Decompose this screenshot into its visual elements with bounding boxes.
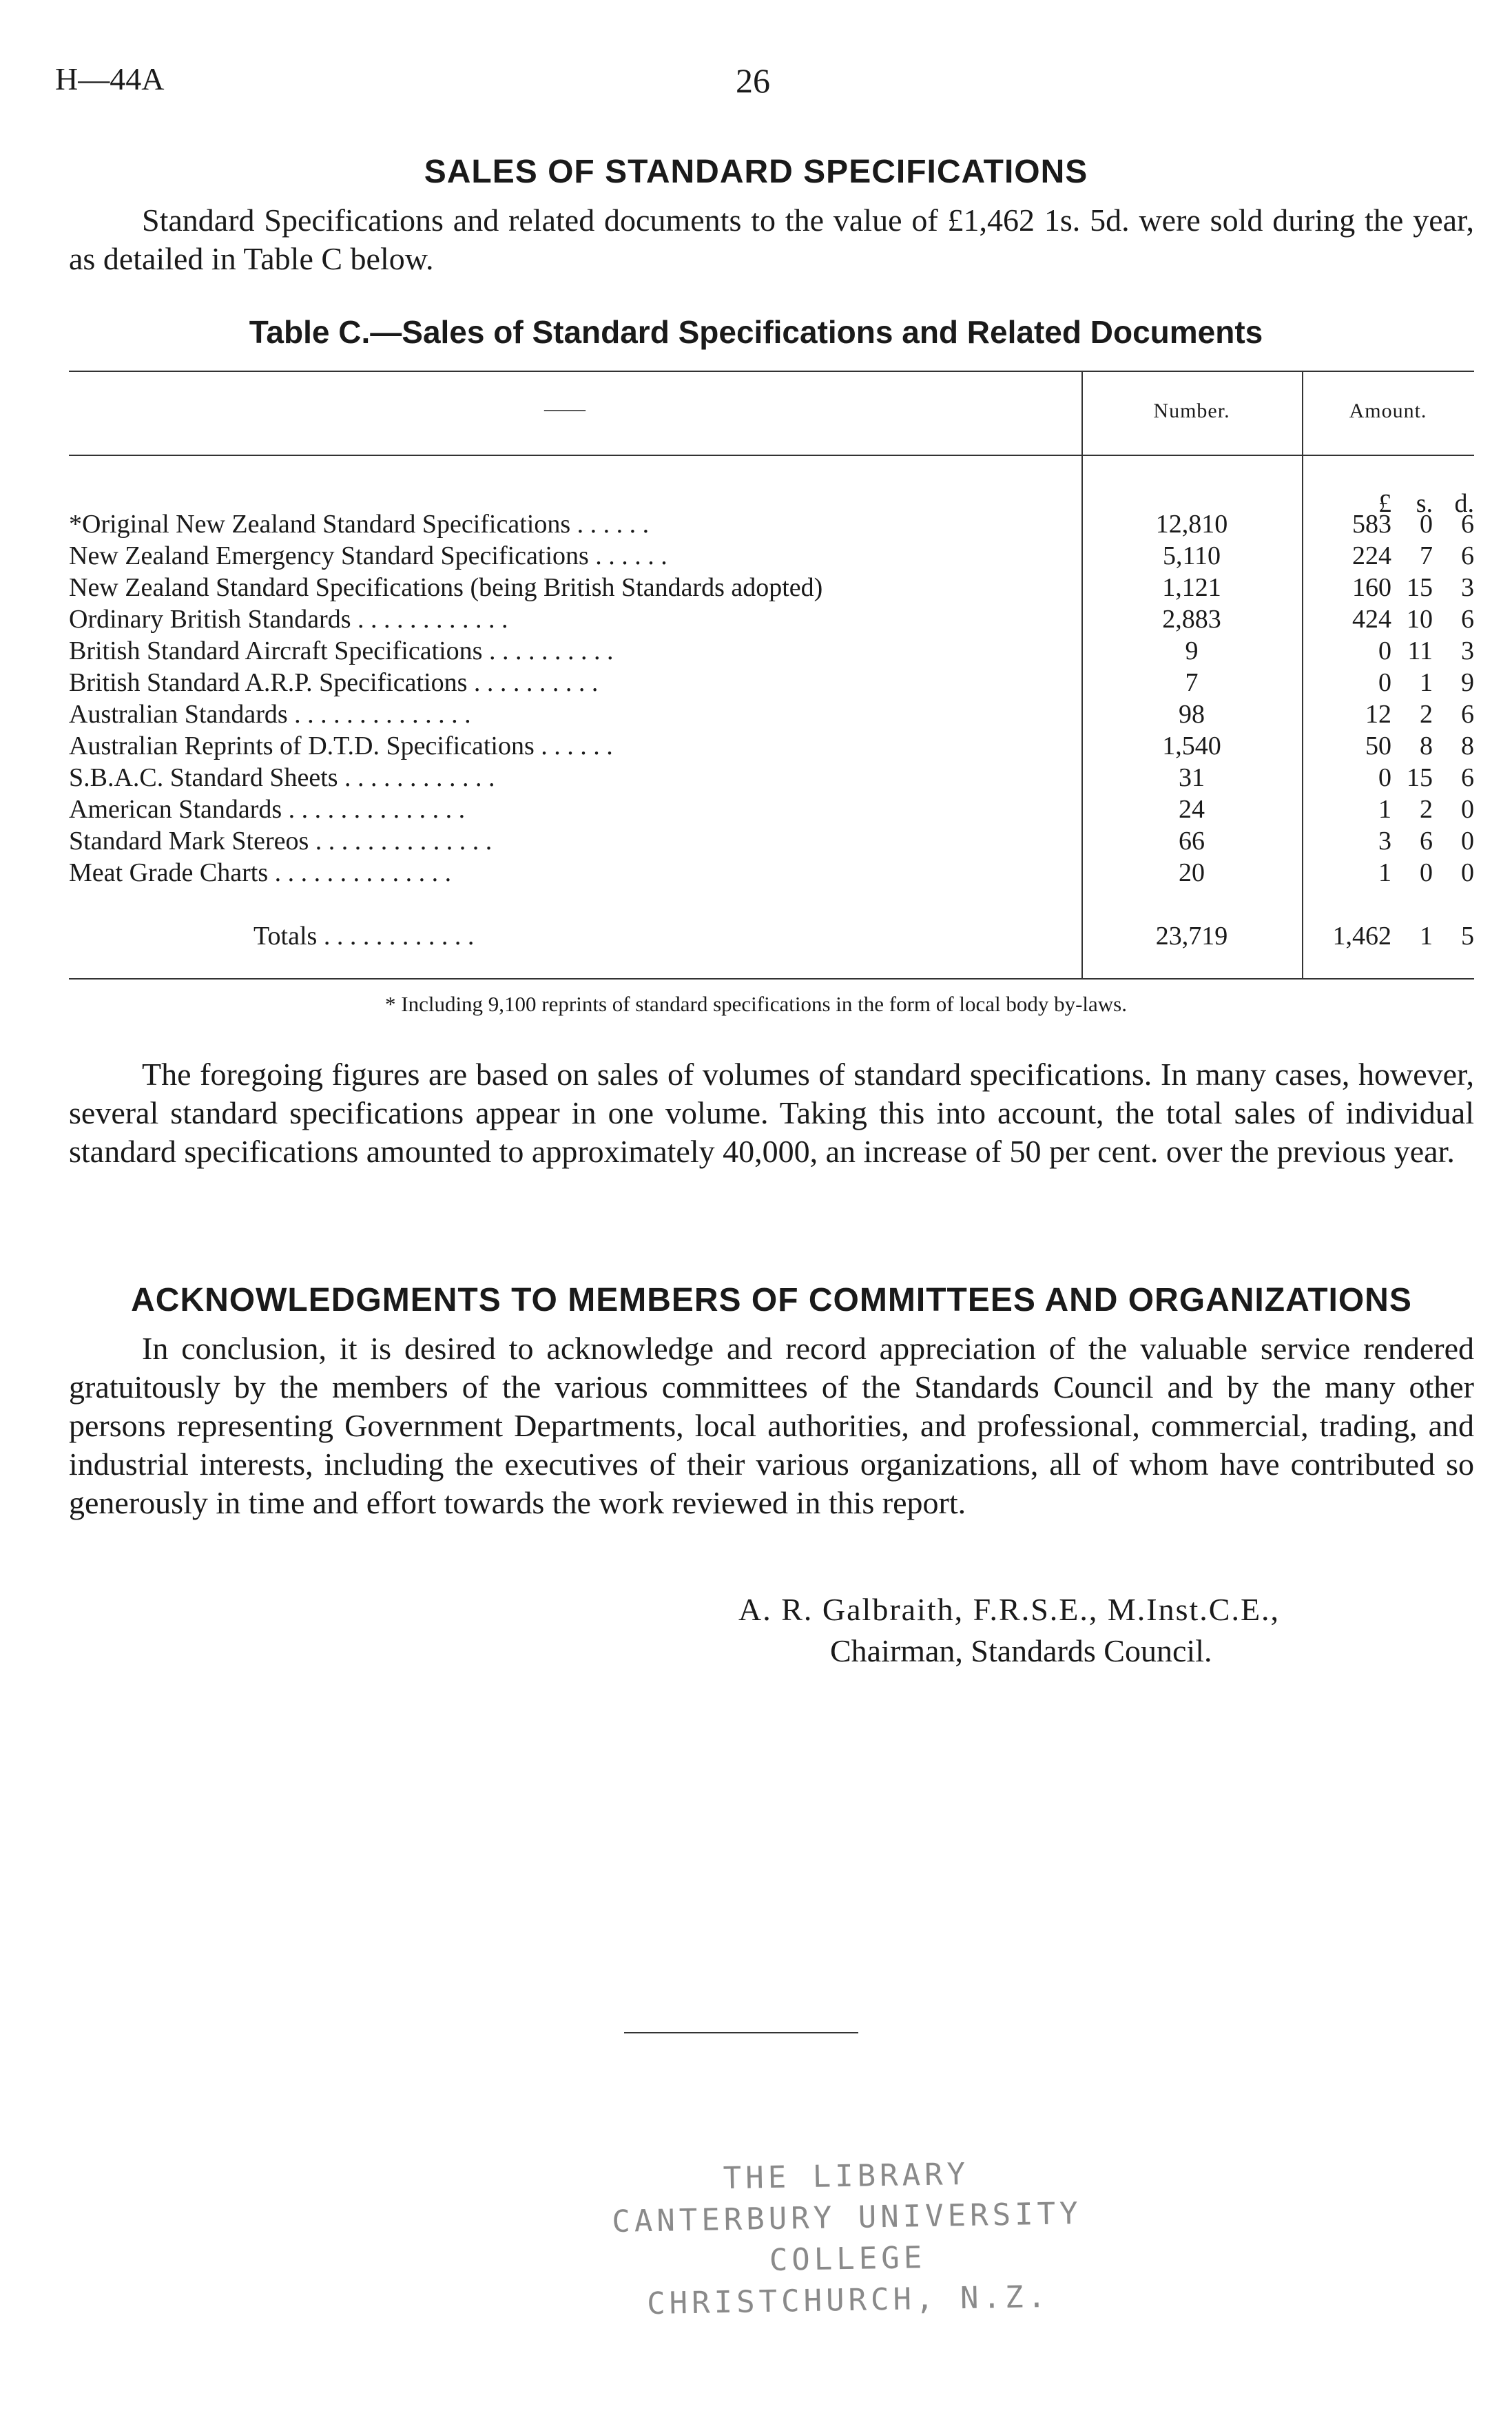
table-row xyxy=(69,508,1474,540)
row-label: Ordinary British Standards . . . . . . . . . . . . xyxy=(69,605,508,634)
table-row xyxy=(69,825,1474,857)
row-pence: 6 xyxy=(1461,700,1474,729)
totals-pence: 5 xyxy=(1461,922,1474,951)
row-shillings: 8 xyxy=(1420,732,1433,760)
row-pounds: 224 xyxy=(1352,541,1391,570)
col-header-number: Number. xyxy=(1153,400,1230,422)
row-number: 2,883 xyxy=(1162,605,1221,634)
signatory-title: Chairman, Standards Council. xyxy=(830,1633,1212,1668)
row-pounds: 0 xyxy=(1378,668,1391,697)
row-number: 9 xyxy=(1185,636,1199,665)
stamp-line-city: CHRISTCHURCH, N.Z. xyxy=(646,2279,1050,2322)
foregoing-paragraph: The foregoing figures are based on sales of volumes of standard specifications. In many cases, however, several standard specifications appear in one volume. Taking this into account, the total sales of individual standard specifications amounted to approximately 40,000, an increase of 50 per cent. over the previous year. xyxy=(69,1057,1474,1169)
row-shillings: 0 xyxy=(1420,858,1433,887)
row-shillings: 6 xyxy=(1420,827,1433,856)
sales-heading: SALES OF STANDARD SPECIFICATIONS xyxy=(424,154,1088,190)
col-header-amount: Amount. xyxy=(1349,400,1427,422)
acknowledgments-paragraph: In conclusion, it is desired to acknowledge and record appreciation of the valuable service rendered gratuitously by the members of the various committees of the Standards Council and by the many other persons representing Government Departments, local authorities, and professional, commercial, trading, and industrial interests, including the executives of their various organizations, all of whom have contributed so generously in time and effort towards the work reviewed in this report. xyxy=(69,1331,1474,1520)
table-top-rule xyxy=(69,371,1474,372)
row-shillings: 2 xyxy=(1420,795,1433,824)
table-row xyxy=(69,635,1474,667)
unit-pence: d. xyxy=(1454,489,1474,518)
row-number: 98 xyxy=(1179,700,1205,729)
table-row xyxy=(69,857,1474,889)
table-row xyxy=(69,572,1474,603)
row-number: 1,121 xyxy=(1162,573,1221,602)
row-pounds: 12 xyxy=(1365,700,1391,729)
table-row xyxy=(69,698,1474,730)
signatory-name: A. R. Galbraith, F.R.S.E., M.Inst.C.E., xyxy=(738,1592,1281,1627)
row-shillings: 11 xyxy=(1407,636,1433,665)
row-pounds: 3 xyxy=(1378,827,1391,856)
row-label: S.B.A.C. Standard Sheets . . . . . . . . . . . . xyxy=(69,763,495,792)
row-shillings: 15 xyxy=(1407,573,1433,602)
table-header-rule xyxy=(69,455,1474,456)
row-number: 5,110 xyxy=(1162,541,1221,570)
row-pounds: 160 xyxy=(1352,573,1391,602)
row-label: New Zealand Emergency Standard Specifications . . . . . . xyxy=(69,541,667,570)
row-shillings: 2 xyxy=(1420,700,1433,729)
row-label: British Standard A.R.P. Specifications . . . . . . . . . . xyxy=(69,668,599,697)
row-number: 20 xyxy=(1179,858,1205,887)
library-stamp xyxy=(563,2151,1131,2326)
totals-shillings: 1 xyxy=(1420,922,1433,951)
sales-intro-paragraph: Standard Specifications and related documents to the value of £1,462 1s. 5d. were sold during the year, as detailed in Table C below. xyxy=(69,203,1474,276)
row-number: 24 xyxy=(1179,795,1205,824)
row-shillings: 0 xyxy=(1420,510,1433,539)
col-header-blank: —— xyxy=(544,397,586,420)
row-pounds: 424 xyxy=(1352,605,1391,634)
row-label: New Zealand Standard Specifications (being British Standards adopted) xyxy=(69,573,823,602)
document-code: H—44A xyxy=(55,61,165,96)
row-pence: 3 xyxy=(1461,573,1474,602)
stamp-line-college: CANTERBURY UNIVERSITY COLLEGE xyxy=(611,2196,1083,2278)
row-pounds: 1 xyxy=(1378,858,1391,887)
row-pence: 6 xyxy=(1461,510,1474,539)
row-pence: 0 xyxy=(1461,827,1474,856)
acknowledgments-heading: ACKNOWLEDGMENTS TO MEMBERS OF COMMITTEES AND ORGANIZATIONS xyxy=(131,1282,1412,1318)
table-row xyxy=(69,540,1474,572)
row-shillings: 1 xyxy=(1420,668,1433,697)
row-pounds: 0 xyxy=(1378,763,1391,792)
stamp-line-library: THE LIBRARY xyxy=(723,2156,970,2197)
row-pence: 6 xyxy=(1461,763,1474,792)
totals-pounds: 1,462 xyxy=(1332,922,1391,951)
row-number: 1,540 xyxy=(1162,732,1221,760)
row-label: Standard Mark Stereos . . . . . . . . . . . . . . xyxy=(69,827,493,856)
row-number: 66 xyxy=(1179,827,1205,856)
row-number: 31 xyxy=(1179,763,1205,792)
row-pence: 9 xyxy=(1461,668,1474,697)
row-shillings: 15 xyxy=(1407,763,1433,792)
row-label: British Standard Aircraft Specifications . . . . . . . . . . xyxy=(69,636,614,665)
row-label: Australian Reprints of D.T.D. Specifications . . . . . . xyxy=(69,732,613,760)
row-shillings: 10 xyxy=(1407,605,1433,634)
row-number: 12,810 xyxy=(1155,510,1228,539)
table-row xyxy=(69,603,1474,635)
row-number: 7 xyxy=(1185,668,1199,697)
table-bottom-rule xyxy=(69,978,1474,980)
totals-number: 23,719 xyxy=(1155,922,1228,951)
unit-shillings: s. xyxy=(1416,489,1433,518)
table-row xyxy=(69,730,1474,762)
table-row xyxy=(69,667,1474,698)
row-label: American Standards . . . . . . . . . . . . . . xyxy=(69,795,466,824)
row-pence: 0 xyxy=(1461,795,1474,824)
row-pounds: 50 xyxy=(1365,732,1391,760)
row-pence: 6 xyxy=(1461,605,1474,634)
page-number: 26 xyxy=(736,61,770,100)
row-pence: 6 xyxy=(1461,541,1474,570)
row-pounds: 0 xyxy=(1378,636,1391,665)
row-pence: 0 xyxy=(1461,858,1474,887)
table-row xyxy=(69,794,1474,825)
unit-pounds: £ xyxy=(1378,489,1391,518)
table-title: Table C.—Sales of Standard Specifications and Related Documents xyxy=(249,314,1263,350)
end-rule xyxy=(624,2032,858,2033)
row-label: *Original New Zealand Standard Specifications . . . . . . xyxy=(69,510,650,539)
row-pounds: 583 xyxy=(1352,510,1391,539)
table-row xyxy=(69,762,1474,794)
row-pence: 3 xyxy=(1461,636,1474,665)
row-label: Australian Standards . . . . . . . . . . . . . . xyxy=(69,700,471,729)
row-pence: 8 xyxy=(1461,732,1474,760)
row-pounds: 1 xyxy=(1378,795,1391,824)
row-label: Meat Grade Charts . . . . . . . . . . . . . . xyxy=(69,858,452,887)
row-shillings: 7 xyxy=(1420,541,1433,570)
table-footnote: * Including 9,100 reprints of standard specifications in the form of local body by-laws. xyxy=(385,992,1127,1016)
totals-label: Totals . . . . . . . . . . . . xyxy=(253,922,475,951)
totals-row xyxy=(69,920,1474,952)
